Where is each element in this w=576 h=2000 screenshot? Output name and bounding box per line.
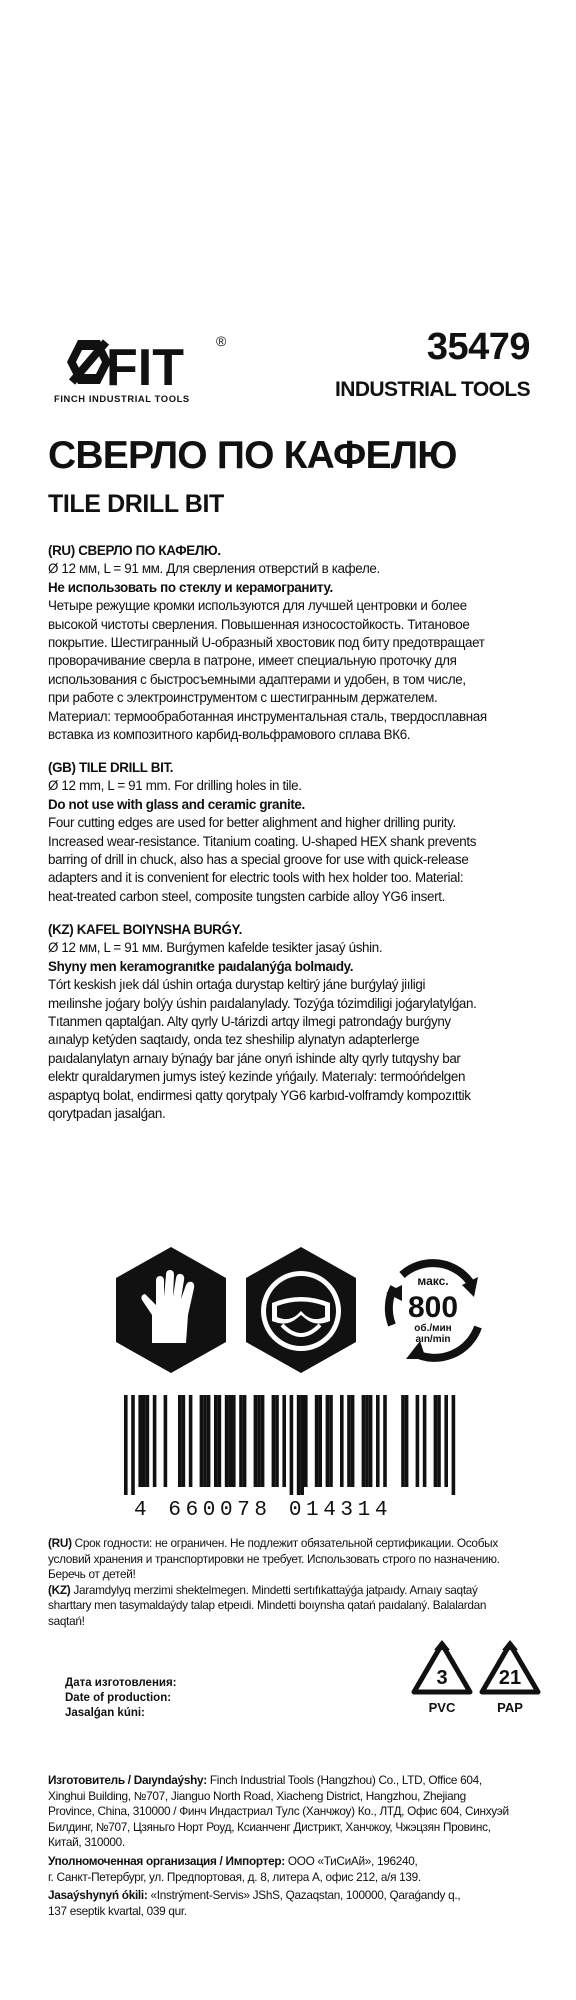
registered-mark: ® — [216, 333, 227, 349]
barcode-bar — [423, 1395, 427, 1487]
barcode-bar — [275, 1395, 279, 1487]
product-title-ru: СВЕРЛО ПО КАФЕЛЮ — [48, 434, 457, 477]
barcode-bar — [326, 1395, 330, 1487]
barcode-bar — [124, 1395, 128, 1495]
barcode-digits: 4 660078 014314 — [134, 1499, 393, 1520]
barcode-bar — [369, 1395, 373, 1487]
description-line: aspaptyq bolat, endirmesi qatty qorytpaly YG6 karbıd-volframdy kompozıttik — [48, 1087, 471, 1103]
barcode-bar — [146, 1395, 150, 1487]
barcode-bar — [304, 1395, 308, 1487]
description-line: elektr quraldarymen jumys isteý kezinde yńǵaıly. Materıaly: termoóńdelgen — [48, 1069, 466, 1085]
barcode-bar — [164, 1395, 168, 1487]
speed-unit-ru: об./мин — [414, 1323, 452, 1334]
barcode-bar — [434, 1395, 438, 1487]
barcode-bar — [232, 1395, 236, 1487]
barcode-bar — [297, 1395, 301, 1495]
barcode-bar — [189, 1395, 193, 1487]
description-line: Tıtanmen qaptalǵan. Alty qyrly U-tárizdi artqy ilmegi patrondaǵy burǵyny — [48, 1014, 451, 1030]
recycling-pvc-icon — [410, 1640, 474, 1720]
barcode-bar — [362, 1395, 366, 1487]
description-line: Материал: термообработанная инструментальная сталь, твердосплавная — [48, 708, 487, 724]
description-line: aınalyp ketýden saqtaıdy, onda tez sheshilip alynatyn adapterlerge — [48, 1032, 420, 1048]
barcode — [120, 1395, 475, 1520]
description-gb-heading: (GB) TILE DRILL BIT. — [48, 760, 174, 775]
description-line: Tórt keskish jıek dál úshin ortaǵa durystap keltirý jáne burǵylaý jiıligi — [48, 977, 426, 993]
barcode-bar — [182, 1395, 186, 1487]
barcode-bar — [405, 1395, 409, 1487]
description-line: Ø 12 mm, L = 91 mm. For drilling holes in tile. — [48, 778, 302, 794]
recycle-code: 21 — [498, 1667, 522, 1689]
production-date-kz: Jasalǵan kúni: — [65, 1707, 145, 1719]
manufacturer-text: Province, China, 310000 / Финч Индастриал Тулс (Ханчжоу) Ко., ЛТД, Офис 604, Синхуэй — [48, 1804, 509, 1819]
barcode-bar — [261, 1395, 265, 1487]
description-line: heat-treated carbon steel, composite tungsten carbide alloy YG6 insert. — [48, 888, 445, 904]
product-title-en: TILE DRILL BIT — [48, 490, 224, 518]
description-ru-heading: (RU) СВЕРЛО ПО КАФЕЛЮ. — [48, 543, 221, 558]
production-date — [65, 1676, 177, 1721]
logo-wordmark: FIT — [106, 339, 184, 397]
manufacturer-info — [48, 1773, 538, 1919]
manufacturer-text: Xinghui Building, №707, Jianguo North Road, Xiacheng District, Hangzhou, Zhejiang — [48, 1788, 466, 1803]
recycle-label: PAP — [497, 1700, 523, 1715]
description-line: вставка из композитного карбид-вольфрамового сплава ВК6. — [48, 727, 411, 743]
recycle-code: 3 — [436, 1667, 448, 1689]
barcode-bar — [383, 1395, 387, 1487]
barcode-bar — [153, 1395, 157, 1487]
barcode-bar — [142, 1395, 146, 1487]
barcode-bars — [124, 1395, 455, 1495]
manufacturer-text: Finch Industrial Tools (Hangzhou) Co., LTD, Office 604, — [206, 1773, 482, 1787]
barcode-bar — [218, 1395, 222, 1487]
logo-subtitle: FINCH INDUSTRIAL TOOLS — [54, 393, 190, 404]
fit-logo — [48, 322, 238, 408]
speed-value: 800 — [407, 1291, 459, 1324]
description-warning: Do not use with glass and ceramic granite. — [48, 796, 305, 812]
importer-text: г. Санкт-Петербург, ул. Предпортовая, д. 8, литера А, офис 212, а/я 139. — [48, 1869, 421, 1884]
barcode-bar — [318, 1395, 322, 1487]
barcode-bar — [340, 1395, 344, 1487]
barcode-bar — [282, 1395, 286, 1487]
barcode-bar — [351, 1395, 355, 1487]
barcode-bar — [376, 1395, 380, 1487]
speed-unit-kz: aın/min — [415, 1334, 451, 1345]
description-line: meılinshe joǵary bolýy úshin paıdalanylady. Tozýǵa tózimdiligi joǵarylatylǵan. — [48, 995, 477, 1011]
description-line: Ø 12 мм, L = 91 мм. Burǵymen kafelde tesikter jasaý úshin. — [48, 940, 383, 956]
description-line: qorytpadan jasalǵan. — [48, 1106, 166, 1122]
barcode-bar — [437, 1395, 441, 1487]
barcode-bar — [131, 1395, 135, 1495]
barcode-bar — [225, 1395, 229, 1487]
barcode-bar — [207, 1395, 211, 1487]
description-line: paıdalanylatyn arnaıy býnaǵy bar jáne onyń ishinde alty qyrly tutqyshy bar — [48, 1050, 461, 1066]
production-date-en: Date of production: — [65, 1692, 172, 1704]
description-line: высокой чистоты сверления. Повышенная износостойкость. Титановое — [48, 616, 470, 632]
description-line: barring of drill in chuck, also has a special groove for use with quick-release — [48, 852, 469, 868]
recycling-pap-icon — [478, 1640, 542, 1720]
storage-kz-text: saqtań! — [48, 1613, 85, 1628]
category-label: INDUSTRIAL TOOLS — [335, 378, 530, 401]
description-line: Четыре режущие кромки используются для лучшей центровки и более — [48, 598, 467, 614]
barcode-bar — [315, 1395, 319, 1487]
barcode-bar — [272, 1395, 276, 1487]
safety-icons — [112, 1245, 492, 1380]
barcode-bar — [347, 1395, 351, 1487]
barcode-bar — [300, 1395, 304, 1495]
description-line: Ø 12 мм, L = 91 мм. Для сверления отверстий в кафеле. — [48, 561, 380, 577]
barcode-bar — [452, 1395, 456, 1495]
kz-importer-label: Jasaýshynyń ókili: — [48, 1888, 148, 1903]
description-gb — [48, 759, 538, 906]
importer-text: ООО «ТиСиАй», 196240, — [284, 1853, 418, 1868]
barcode-bar — [228, 1395, 232, 1487]
kz-importer-text: «Instrýment-Servis» JShS, Qazaqstan, 100000, Qaraǵandy q., — [147, 1888, 461, 1903]
storage-kz-label: (KZ) — [48, 1582, 71, 1597]
kz-importer-text: 137 eseptik kvartal, 039 qur. — [48, 1903, 187, 1918]
barcode-bar — [200, 1395, 204, 1487]
description-line: проворачивание сверла в патроне, имеет специальную проточку для — [48, 653, 457, 669]
storage-ru-label: (RU) — [48, 1536, 72, 1550]
importer-label: Уполномоченная организация / Импортер: — [48, 1853, 285, 1868]
recycle-label: PVC — [428, 1700, 456, 1715]
storage-ru-text: Беречь от детей! — [48, 1567, 136, 1582]
barcode-bar — [329, 1395, 333, 1487]
barcode-bar — [401, 1395, 405, 1487]
description-line: Four cutting edges are used for better alighment and higher drilling purity. — [48, 815, 456, 831]
speed-label: макс. — [417, 1274, 449, 1288]
description-kz-heading: (KZ) KAFEL BOIYNSHA BURǴY. — [48, 922, 242, 937]
description-line: adapters and it is convenient for electric tools with hex holder too. Material: — [48, 870, 464, 886]
barcode-bar — [365, 1395, 369, 1487]
description-ru — [48, 542, 538, 744]
manufacturer-text: Билдинг, №707, Цзяньго Норт Роуд, Ксианченг Дистрикт, Ханчжоу, Чжэцзян Провинс, — [48, 1819, 491, 1834]
gloves-icon — [112, 1245, 230, 1380]
barcode-bar — [243, 1395, 247, 1487]
storage-kz-text: Jaramdylyq merzimi shektelmegen. Mindetti sertıfıkattaýǵa jatpaıdy. Arnaıy saqtaý — [70, 1582, 478, 1597]
barcode-bar — [138, 1395, 142, 1487]
description-warning: Не использовать по стеклу и керамограниту. — [48, 579, 333, 595]
barcode-bar — [444, 1395, 448, 1487]
barcode-bar — [254, 1395, 258, 1487]
barcode-bar — [416, 1395, 420, 1487]
barcode-bar — [239, 1395, 243, 1487]
article-number: 35479 — [426, 326, 530, 368]
barcode-bar — [203, 1395, 207, 1487]
barcode-bar — [290, 1395, 294, 1495]
manufacturer-label: Изготовитель / Daıyndaýshy: — [48, 1773, 207, 1787]
storage-ru-text: условий хранения и транспортировки не требует. Использовать строго по назначению. — [48, 1551, 500, 1566]
goggles-icon — [242, 1245, 360, 1380]
storage-info — [48, 1536, 538, 1630]
storage-ru-text: Срок годности: не ограничен. Не подлежит обязательной сертификации. Особых — [71, 1536, 498, 1550]
description-kz — [48, 921, 538, 1123]
description-line: при работе с электроинструментом с шестигранным держателем. — [48, 690, 438, 706]
description-line: использования с быстросъемными адаптерами и удобен, в том числе, — [48, 671, 466, 687]
manufacturer-text: Китай, 310000. — [48, 1835, 125, 1850]
barcode-bar — [257, 1395, 261, 1487]
barcode-bar — [178, 1395, 182, 1487]
max-speed-icon — [374, 1245, 492, 1380]
description-warning: Shyny men keramogranıtke paıdalanýǵa bolmaıdy. — [48, 958, 354, 974]
barcode-bar — [214, 1395, 218, 1487]
description-line: Increased wear-resistance. Titanium coating. U-shaped HEX shank prevents — [48, 833, 477, 849]
description-line: покрытие. Шестигранный U-образный хвостовик под биту предотвращает — [48, 635, 485, 651]
storage-kz-text: sharttary men tasymaldaýdy talap etpeıdi. Mindetti boıynsha qatań paıdalaný. Balalardan — [48, 1598, 487, 1613]
production-date-ru: Дата изготовления: — [65, 1677, 177, 1689]
